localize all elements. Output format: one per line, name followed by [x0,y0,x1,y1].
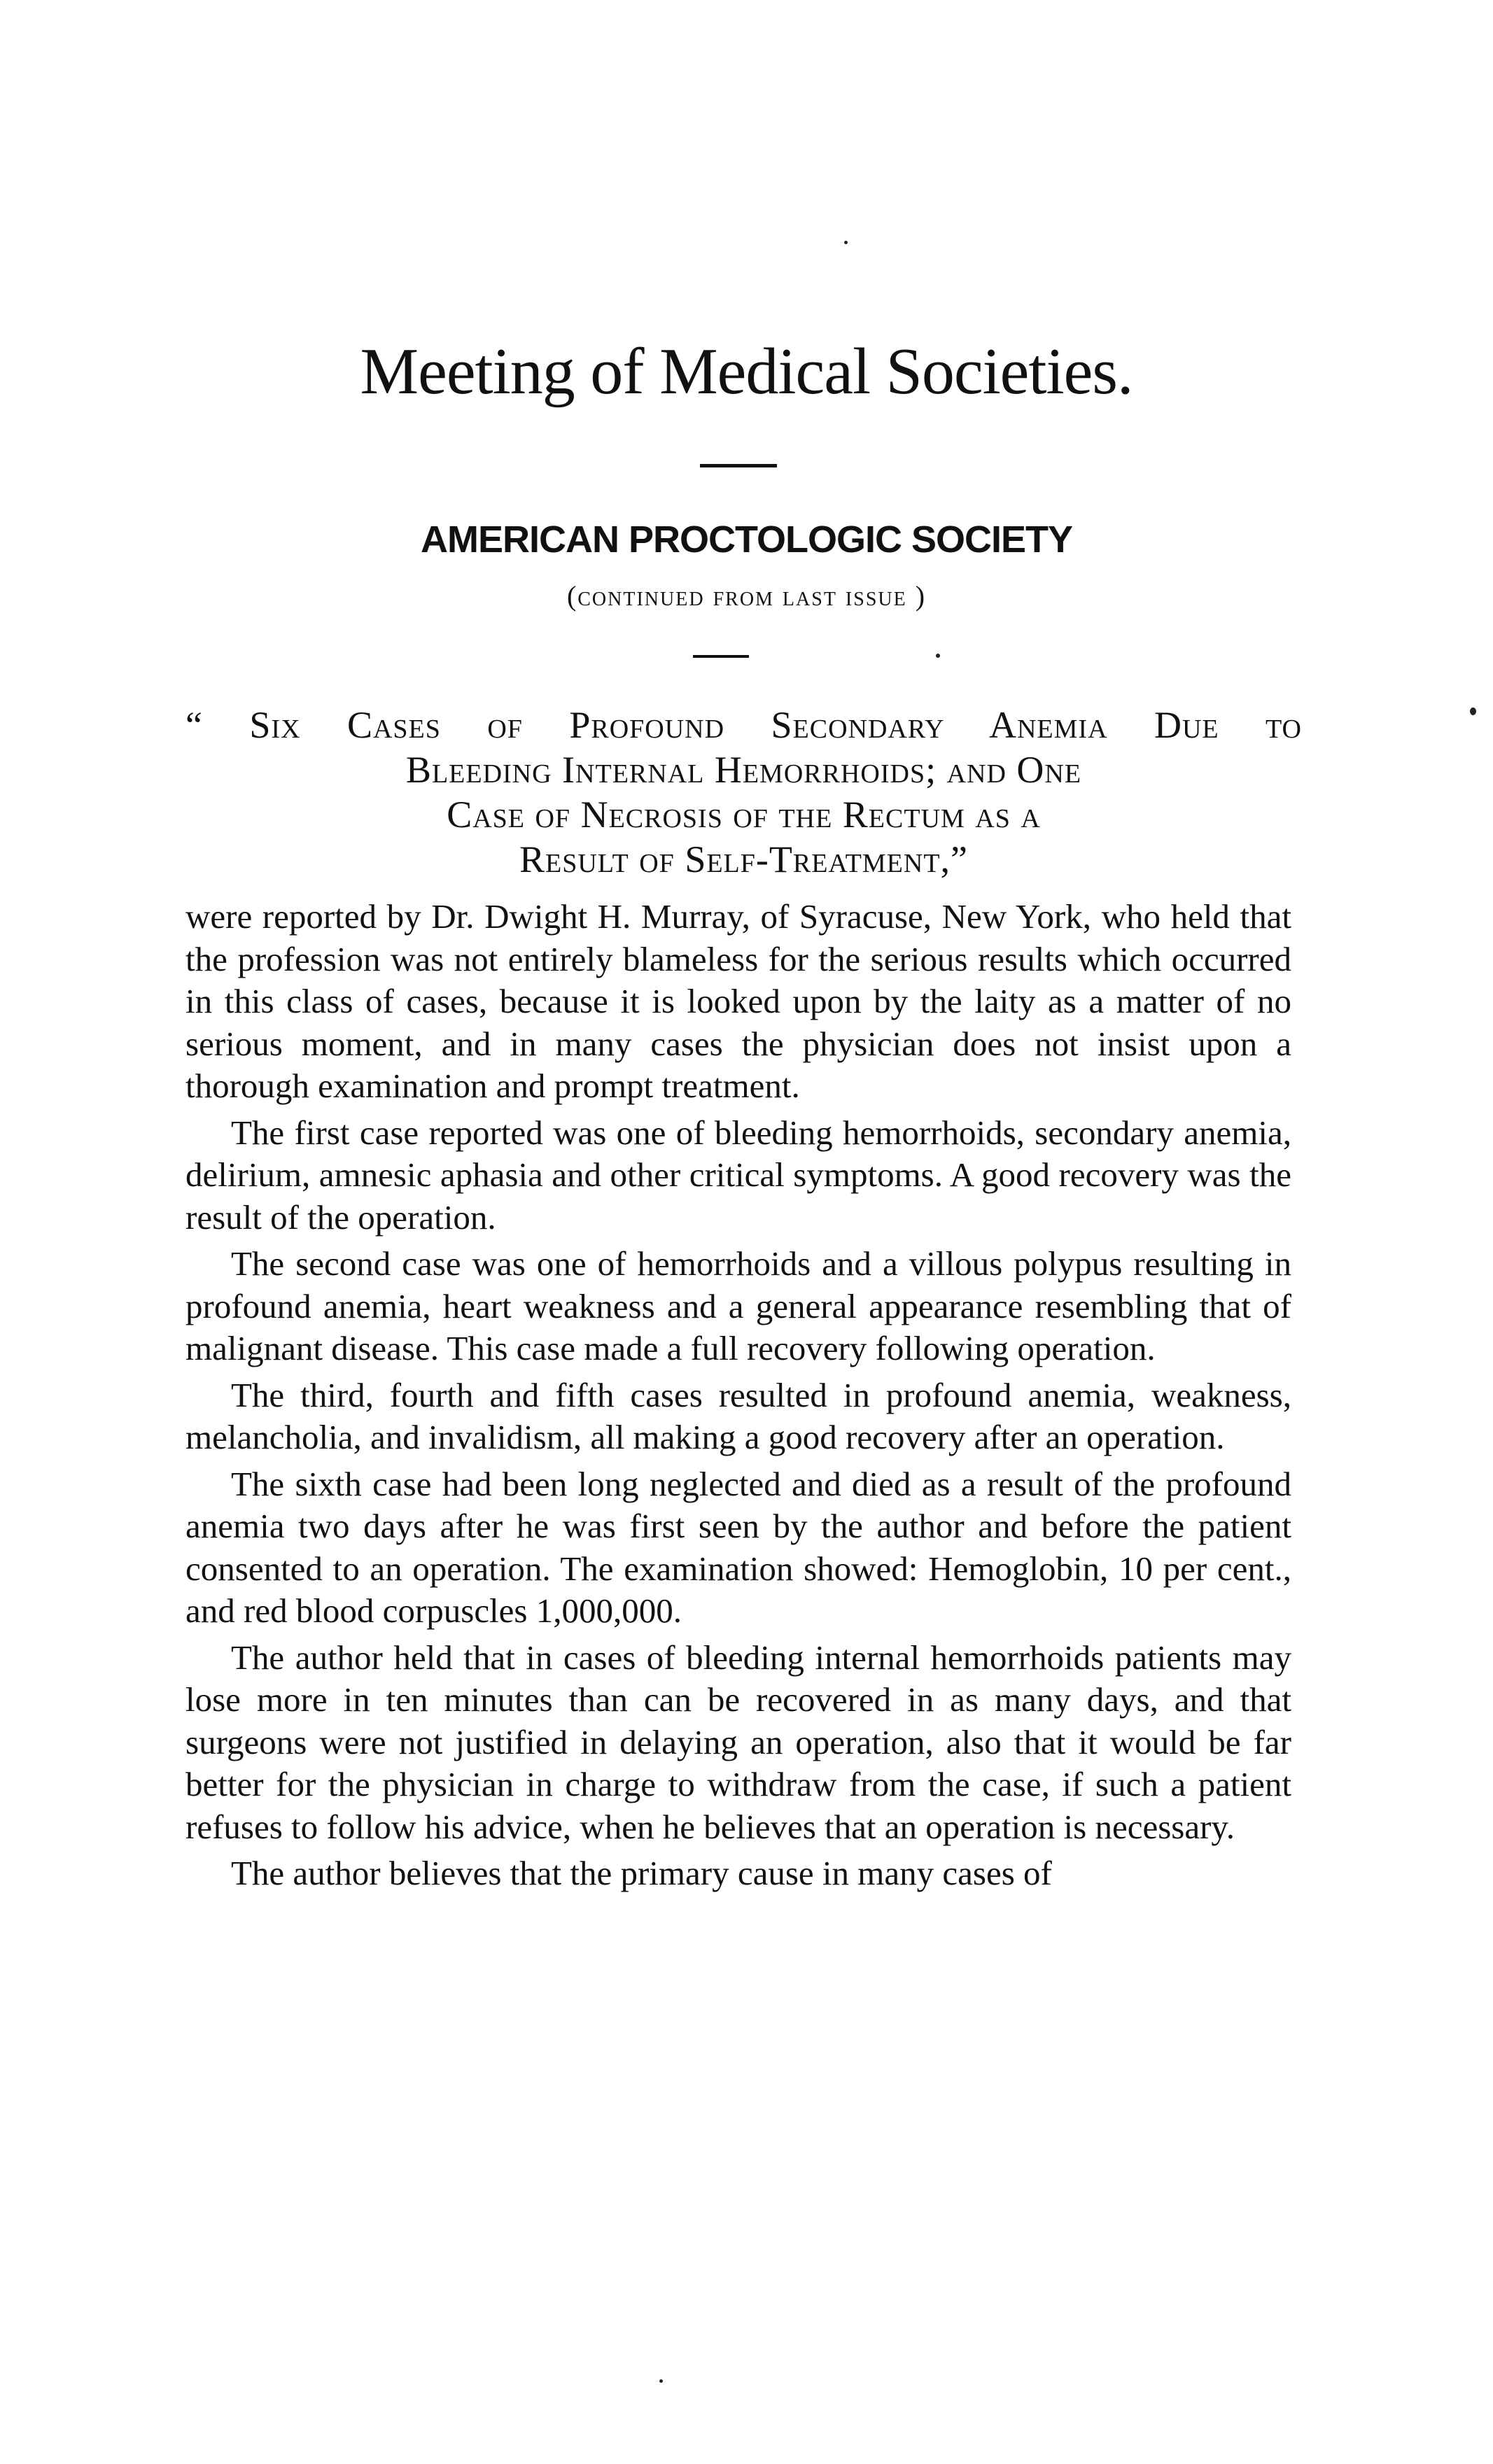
ink-speck-bottom [659,2379,663,2383]
paper-title-line-1: “ Six Cases of Profound Secondary Anemia Due to [185,704,1302,746]
title-rule [700,464,777,467]
paragraph-1: were reported by Dr. Dwight H. Murray, of Syracuse, New York, who held that the profession was not entirely blameless for the serious results which occurred in this class of cases, because it is looked upon by the laity as a matter of no serious moment, and in many cases the physician does not insist upon a thorough examination and prompt treatment. [185,897,1291,1105]
paragraph-5: The sixth case had been long neglected and died as a result of the profound anemia two days after he was first seen by the author and before the patient consented to an operation. The examination showed: Hemoglobin, 10 per cent., and red blood corpuscles 1,000,000. [185,1464,1291,1630]
paragraph-3: The second case was one of hemorrhoids and a villous polypus resulting in profound anemia, heart weakness and a general appearance resembling that of malignant disease. This case made a full recovery following operation. [185,1244,1291,1367]
society-name: AMERICAN PROCTOLOGIC SOCIETY [420,519,1073,561]
ink-speck-top [844,241,848,244]
page-title: Meeting of Medical Societies. [360,335,1133,408]
rule-dot [936,654,940,658]
paper-title-line-4: Result of Self-Treatment,” [519,838,968,880]
paragraph-4: The third, fourth and fifth cases resulted in profound anemia, weakness, melancholia, and invalidism, all making a good recovery after an operation. [185,1375,1291,1456]
continued-note: (continued from last issue ) [566,580,927,612]
paragraph-6: The author held that in cases of bleeding internal hemorrhoids patients may lose more in ten minutes than can be recovered in as many days, and that surgeons were not justified in delaying an operation, also that it would be far better for the physician in charge to withdraw from the case, if such a patient refuses to follow his advice, when he believes that an operation is necessary. [185,1638,1291,1846]
paragraph-2: The first case reported was one of bleeding hemorrhoids, secondary anemia, delirium, amnesic aphasia and other critical symptoms. A good recovery was the result of the operation. [185,1113,1291,1237]
paper-title [185,703,1302,882]
paper-title-line-3: Case of Necrosis of the Rectum as a [447,794,1041,836]
article-body [185,896,1291,1895]
paragraph-7: The author believes that the primary cause in many cases of [231,1854,1052,1892]
section-rule [693,655,749,658]
ink-speck-margin [1470,707,1476,715]
paper-title-line-2: Bleeding Internal Hemorrhoids; and One [405,749,1082,791]
